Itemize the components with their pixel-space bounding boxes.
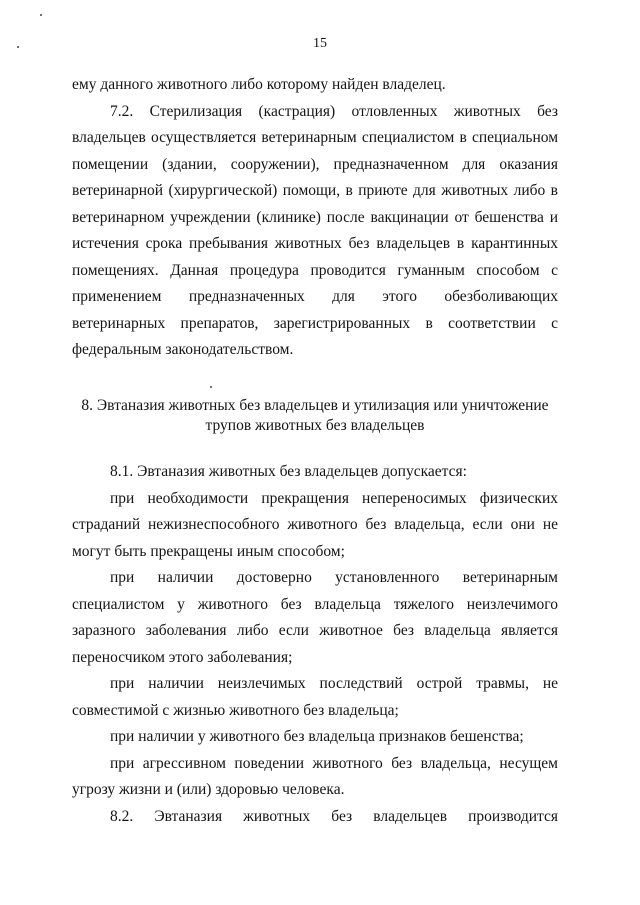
paragraph-7-2: 7.2. Стерилизация (кастрация) отловленных животных без владельцев осуществляется ветеринарным специалистом в специальном помещении (здании, сооружении), предназначенном для оказания ветеринарной (хирургической) помощи, в приюте для животных либо в ветеринарном учреждении (клинике) после вакцинации от бешенства и истечения срока пребывания животных без владельцев в карантинных помещениях. Данная процедура проводится гуманным способом с применением предназначенных для этого обезболивающих ветеринарных препаратов, зарегистрированных в соответствии с федеральным законодательством. bbox=[72, 102, 558, 358]
section-7-text bbox=[72, 72, 558, 364]
list-item: при наличии неизлечимых последствий острой травмы, не совместимой с жизнью животного без владельца; bbox=[72, 675, 558, 719]
list-item: при необходимости прекращения непереносимых физических страданий нежизнеспособного животного без владельца, если они не могут быть прекращены иным способом; bbox=[72, 489, 558, 560]
scan-speck bbox=[40, 14, 42, 16]
list-item: при агрессивном поведении животного без владельца, несущем угрозу жизни и (или) здоровью человека. bbox=[72, 754, 558, 798]
scan-speck bbox=[210, 386, 212, 388]
paragraph-continuation: ему данного животного либо которому найден владелец. bbox=[72, 76, 446, 93]
page-number: 15 bbox=[313, 36, 327, 51]
paragraph-8-1: 8.1. Эвтаназия животных без владельцев допускается: bbox=[110, 463, 467, 480]
heading-line-2: трупов животных без владельцев bbox=[205, 417, 425, 434]
section-8-heading bbox=[72, 396, 558, 436]
heading-line-1: 8. Эвтаназия животных без владельцев и утилизация или уничтожение bbox=[81, 397, 549, 414]
list-item: при наличии достоверно установленного ветеринарным специалистом у животного без владельца тяжелого неизлечимого заразного заболевания либо если животное без владельца является переносчиком этого заболевания; bbox=[72, 569, 558, 666]
paragraph-8-2: 8.2. Эвтаназия животных без владельцев производится bbox=[110, 807, 558, 825]
list-item: при наличии у животного без владельца признаков бешенства; bbox=[110, 728, 524, 745]
section-8-text bbox=[72, 459, 558, 830]
